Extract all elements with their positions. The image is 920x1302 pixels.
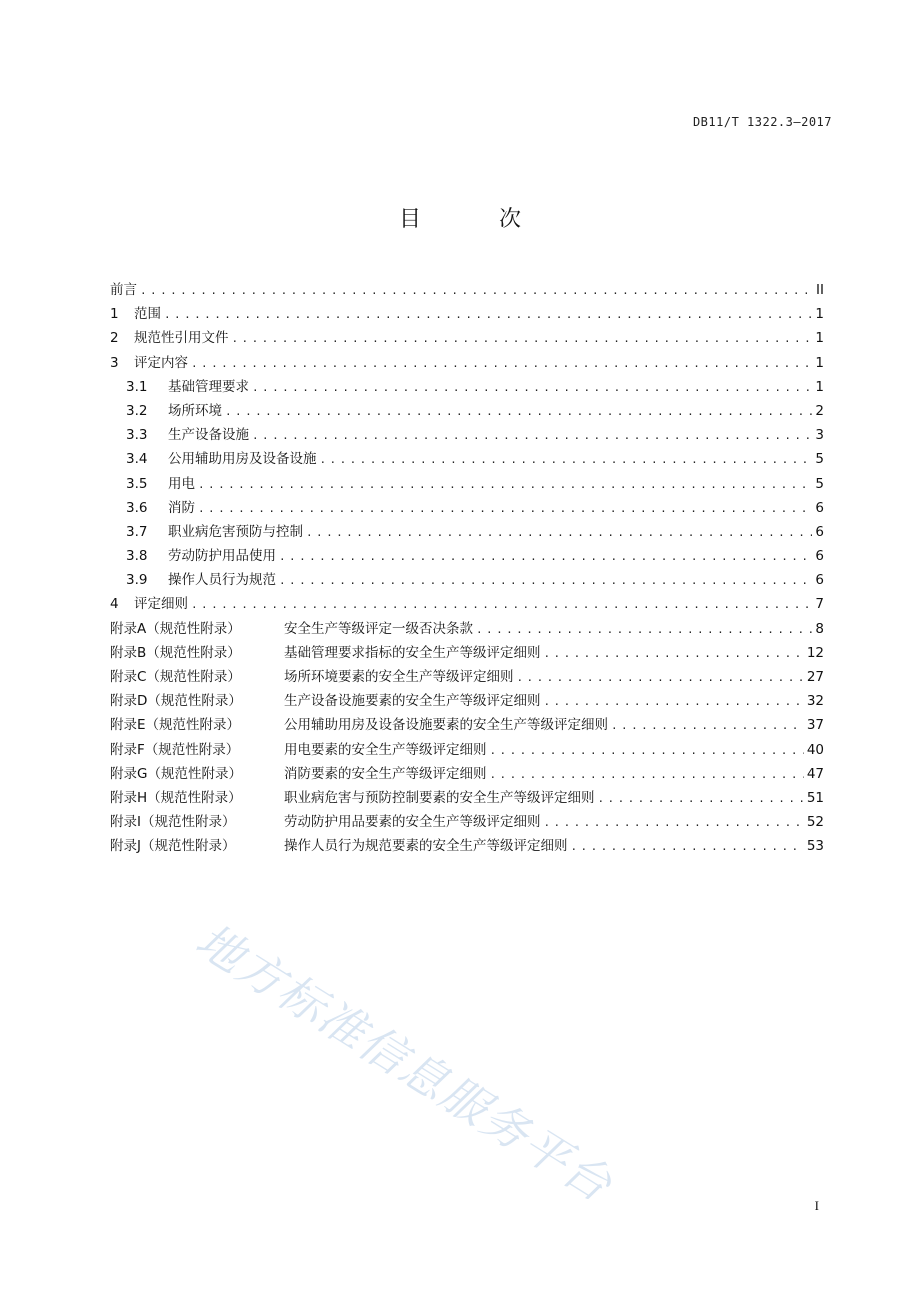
toc-leader-dots <box>191 593 812 617</box>
toc-entry-appendix-i[interactable] <box>110 810 824 834</box>
toc-entry-number: 3.2 <box>126 402 148 419</box>
toc-entry-page: 53 <box>806 838 824 855</box>
toc-entry-page: 3 <box>815 427 824 444</box>
toc-entry-page: 6 <box>815 499 824 516</box>
toc-leader-dots <box>232 327 813 351</box>
toc-entry-label: 劳动防护用品使用 <box>168 548 276 565</box>
toc-entry-label: 评定细则 <box>134 596 188 613</box>
toc-entry-number: 附录C（规范性附录） <box>110 669 241 685</box>
toc-leader-dots <box>517 666 804 690</box>
toc-entry-3-1[interactable] <box>110 375 824 399</box>
toc-entry-label: 范围 <box>134 306 161 323</box>
toc-entry-page: 1 <box>815 354 824 371</box>
toc-entry-page: 5 <box>815 475 824 492</box>
toc-leader-dots <box>140 279 813 303</box>
toc-entry-label: 职业病危害预防与控制 <box>168 523 303 540</box>
toc-entry-3-2[interactable] <box>110 399 824 423</box>
toc-leader-dots <box>490 763 804 787</box>
toc-entry-label: 基础管理要求 <box>168 378 249 395</box>
toc-entry-page: 2 <box>815 402 824 419</box>
toc-entry-page: 6 <box>815 523 824 540</box>
toc-entry-number: 附录J（规范性附录） <box>110 838 236 855</box>
toc-entry-number: 附录F（规范性附录） <box>110 741 240 758</box>
toc-entry-label: 用电 <box>168 475 195 492</box>
toc-entry-4[interactable] <box>110 592 824 616</box>
watermark-text: 地方标准信息服务平台 <box>186 912 623 1213</box>
toc-entry-label: 消防 <box>168 499 195 516</box>
toc-entry-preface[interactable] <box>110 278 824 302</box>
toc-entry-page: 6 <box>815 572 824 589</box>
toc-leader-dots <box>544 811 804 835</box>
toc-entry-label: 场所环境 <box>168 402 222 419</box>
toc-leader-dots <box>225 400 812 424</box>
toc-leader-dots <box>490 739 804 763</box>
toc-entry-number: 3 <box>110 354 119 371</box>
toc-entry-appendix-j[interactable] <box>110 834 824 858</box>
toc-leader-dots <box>598 787 804 811</box>
toc-entry-3-9[interactable] <box>110 568 824 592</box>
toc-entry-appendix-d[interactable] <box>110 689 824 713</box>
toc-entry-page: 32 <box>806 693 824 710</box>
toc-entry-number: 1 <box>110 306 119 323</box>
toc-entry-appendix-a[interactable] <box>110 617 824 641</box>
toc-entry-label: 劳动防护用品要素的安全生产等级评定细则 <box>284 814 541 831</box>
toc-entry-page: 1 <box>815 306 824 323</box>
toc-entry-label: 职业病危害与预防控制要素的安全生产等级评定细则 <box>284 789 595 806</box>
toc-entry-1[interactable] <box>110 302 824 326</box>
toc-entry-3-6[interactable] <box>110 496 824 520</box>
toc-entry-page: 27 <box>806 669 824 685</box>
toc-entry-number: 3.7 <box>126 523 148 540</box>
toc-leader-dots <box>306 521 812 545</box>
toc-entry-number: 3.6 <box>126 499 148 516</box>
toc-entry-3-3[interactable] <box>110 423 824 447</box>
toc-entry-number: 3.5 <box>126 475 148 492</box>
toc-entry-appendix-b[interactable] <box>110 641 824 665</box>
toc-leader-dots <box>544 690 804 714</box>
toc-entry-number: 3.4 <box>126 451 148 468</box>
toc-entry-number: 附录A（规范性附录） <box>110 620 241 637</box>
toc-leader-dots <box>611 714 804 738</box>
toc-entry-number: 3.1 <box>126 378 148 395</box>
toc-entry-number: 附录Ⅰ（规范性附录） <box>110 814 236 831</box>
toc-entry-number: 3.9 <box>126 572 148 589</box>
toc-entry-label: 安全生产等级评定一级否决条款 <box>284 620 473 637</box>
toc-entry-number: 附录D（规范性附录） <box>110 693 242 710</box>
toc-entry-appendix-e[interactable] <box>110 713 824 737</box>
toc-entry-label: 生产设备设施 <box>168 427 249 444</box>
toc-leader-dots <box>164 303 812 327</box>
toc-entry-number: 附录H（规范性附录） <box>110 789 242 806</box>
toc-entry-3-7[interactable] <box>110 520 824 544</box>
toc-leader-dots <box>252 376 812 400</box>
toc-leader-dots <box>320 448 813 472</box>
toc-entry-appendix-c[interactable] <box>110 665 824 689</box>
toc-entry-page: 6 <box>815 548 824 565</box>
toc-entry-page: 47 <box>806 765 824 782</box>
toc-entry-page: 5 <box>815 451 824 468</box>
toc-entry-number: 附录B（规范性附录） <box>110 644 241 661</box>
page-title: 目 次 <box>398 207 549 232</box>
toc-entry-label: 公用辅助用房及设备设施 <box>168 451 317 468</box>
toc-entry-page: 1 <box>815 378 824 395</box>
toc-entry-number: 2 <box>110 330 119 347</box>
toc-leader-dots <box>544 642 804 666</box>
toc-entry-label: 操作人员行为规范要素的安全生产等级评定细则 <box>284 838 568 855</box>
toc-entry-3[interactable] <box>110 351 824 375</box>
toc-entry-3-5[interactable] <box>110 472 824 496</box>
toc-entry-label: 场所环境要素的安全生产等级评定细则 <box>284 669 514 685</box>
toc-entry-number: 3.3 <box>126 427 148 444</box>
toc-entry-appendix-g[interactable] <box>110 762 824 786</box>
toc-entry-label: 基础管理要求指标的安全生产等级评定细则 <box>284 644 541 661</box>
toc-leader-dots <box>191 352 812 376</box>
toc-leader-dots <box>198 497 812 521</box>
toc-entry-page: 8 <box>815 620 824 637</box>
toc-entry-page: 52 <box>806 814 824 831</box>
toc-entry-label: 操作人员行为规范 <box>168 572 276 589</box>
toc-entry-2[interactable] <box>110 326 824 350</box>
toc-entry-label: 用电要素的安全生产等级评定细则 <box>284 741 487 758</box>
toc-leader-dots <box>198 473 812 497</box>
toc-entry-page: 37 <box>806 717 824 734</box>
toc-entry-page: II <box>816 282 824 298</box>
toc-entry-page: 1 <box>815 330 824 347</box>
toc-entry-page: 40 <box>806 741 824 758</box>
toc-entry-page: 12 <box>806 644 824 661</box>
toc-entry-label: 公用辅助用房及设备设施要素的安全生产等级评定细则 <box>284 717 608 734</box>
toc-entry-page: 7 <box>815 596 824 613</box>
toc-entry-3-4[interactable] <box>110 447 824 471</box>
toc-entry-number: 附录G（规范性附录） <box>110 765 242 782</box>
page-number: I <box>814 1198 819 1213</box>
toc-entry-label: 生产设备设施要素的安全生产等级评定细则 <box>284 693 541 710</box>
toc-entry-appendix-f[interactable] <box>110 738 824 762</box>
toc-entry-page: 51 <box>806 789 824 806</box>
standard-code: DB11/T 1322.3—2017 <box>692 115 832 129</box>
toc-entry-label: 评定内容 <box>134 354 188 371</box>
toc-entry-label: 规范性引用文件 <box>134 330 229 347</box>
toc-leader-dots <box>279 569 812 593</box>
toc-entry-3-8[interactable] <box>110 544 824 568</box>
toc-entry-label: 消防要素的安全生产等级评定细则 <box>284 765 487 782</box>
toc-leader-dots <box>571 835 804 859</box>
table-of-contents <box>110 278 824 859</box>
toc-entry-number: 附录E（规范性附录） <box>110 717 241 734</box>
toc-leader-dots <box>476 618 812 642</box>
toc-entry-appendix-h[interactable] <box>110 786 824 810</box>
toc-entry-number: 3.8 <box>126 548 148 565</box>
toc-leader-dots <box>279 545 812 569</box>
toc-entry-label: 前言 <box>110 282 137 298</box>
toc-entry-number: 4 <box>110 596 119 613</box>
toc-leader-dots <box>252 424 812 448</box>
